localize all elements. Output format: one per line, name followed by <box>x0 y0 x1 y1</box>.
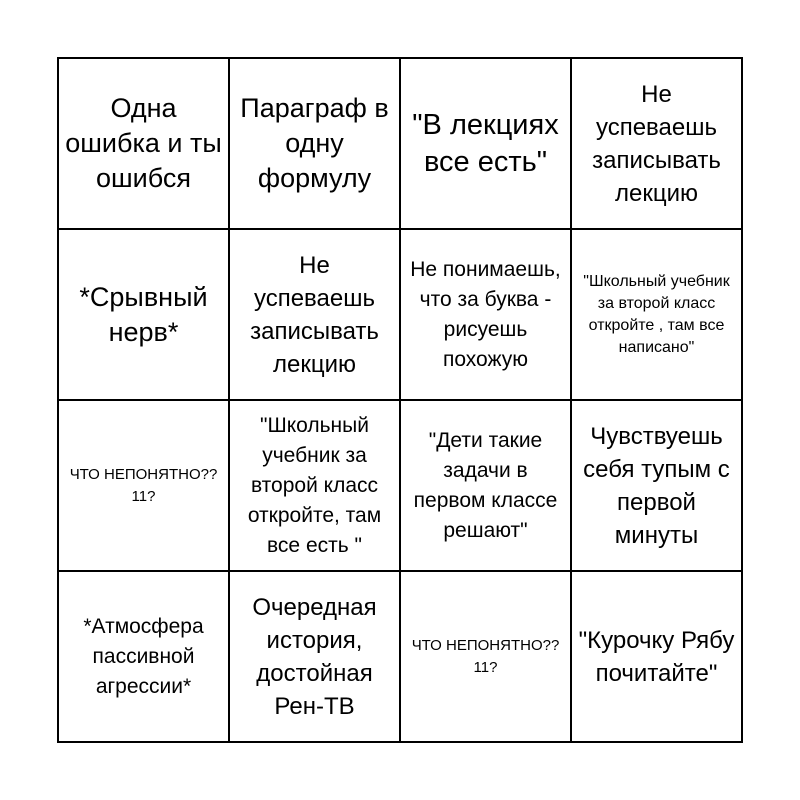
bingo-cell[interactable] <box>401 401 572 572</box>
bingo-cell[interactable] <box>230 230 401 401</box>
bingo-cell[interactable] <box>230 59 401 230</box>
bingo-cell[interactable] <box>572 59 743 230</box>
bingo-cell-text: "Курочку Рябу почитайте" <box>578 626 735 687</box>
bingo-cell-text: "Школьный учебник за второй класс откройте , там все написано" <box>583 272 730 356</box>
bingo-cell[interactable] <box>572 230 743 401</box>
bingo-cell-text: ЧТО НЕПОНЯТНО??11? <box>69 465 218 505</box>
bingo-cell-text: Одна ошибка и ты ошибся <box>65 93 222 193</box>
bingo-cell-text: *Срывный нерв* <box>79 281 208 347</box>
bingo-cell-text: *Атмосфера пассивной агрессии* <box>83 614 204 698</box>
bingo-cell[interactable] <box>401 572 572 743</box>
bingo-cell-text: "Дети такие задачи в первом классе решают" <box>413 428 558 542</box>
bingo-cell[interactable] <box>59 401 230 572</box>
bingo-cell[interactable] <box>230 572 401 743</box>
bingo-cell[interactable] <box>59 59 230 230</box>
bingo-cell-text: Очередная история, достойная Рен-ТВ <box>252 593 377 720</box>
bingo-cell[interactable] <box>230 401 401 572</box>
bingo-cell-text: Чувствуешь себя тупым с первой минуты <box>583 422 730 549</box>
bingo-cell-text: Параграф в одну формулу <box>240 93 389 193</box>
bingo-cell[interactable] <box>572 401 743 572</box>
bingo-cell[interactable] <box>572 572 743 743</box>
bingo-cell-text: "В лекциях все есть" <box>412 108 559 178</box>
bingo-cell[interactable] <box>59 230 230 401</box>
bingo-cell[interactable] <box>59 572 230 743</box>
bingo-cell-text: Не успеваешь записывать лекцию <box>592 80 721 207</box>
bingo-cell-text: ЧТО НЕПОНЯТНО??11? <box>411 636 560 676</box>
bingo-board <box>57 57 743 743</box>
bingo-cell-text: Не успеваешь записывать лекцию <box>250 251 379 378</box>
bingo-cell[interactable] <box>401 59 572 230</box>
bingo-cell[interactable] <box>401 230 572 401</box>
bingo-cell-text: "Школьный учебник за второй класс откройте, там все есть " <box>247 413 382 557</box>
bingo-cell-text: Не понимаешь, что за буква - рисуешь похожую <box>410 257 561 371</box>
